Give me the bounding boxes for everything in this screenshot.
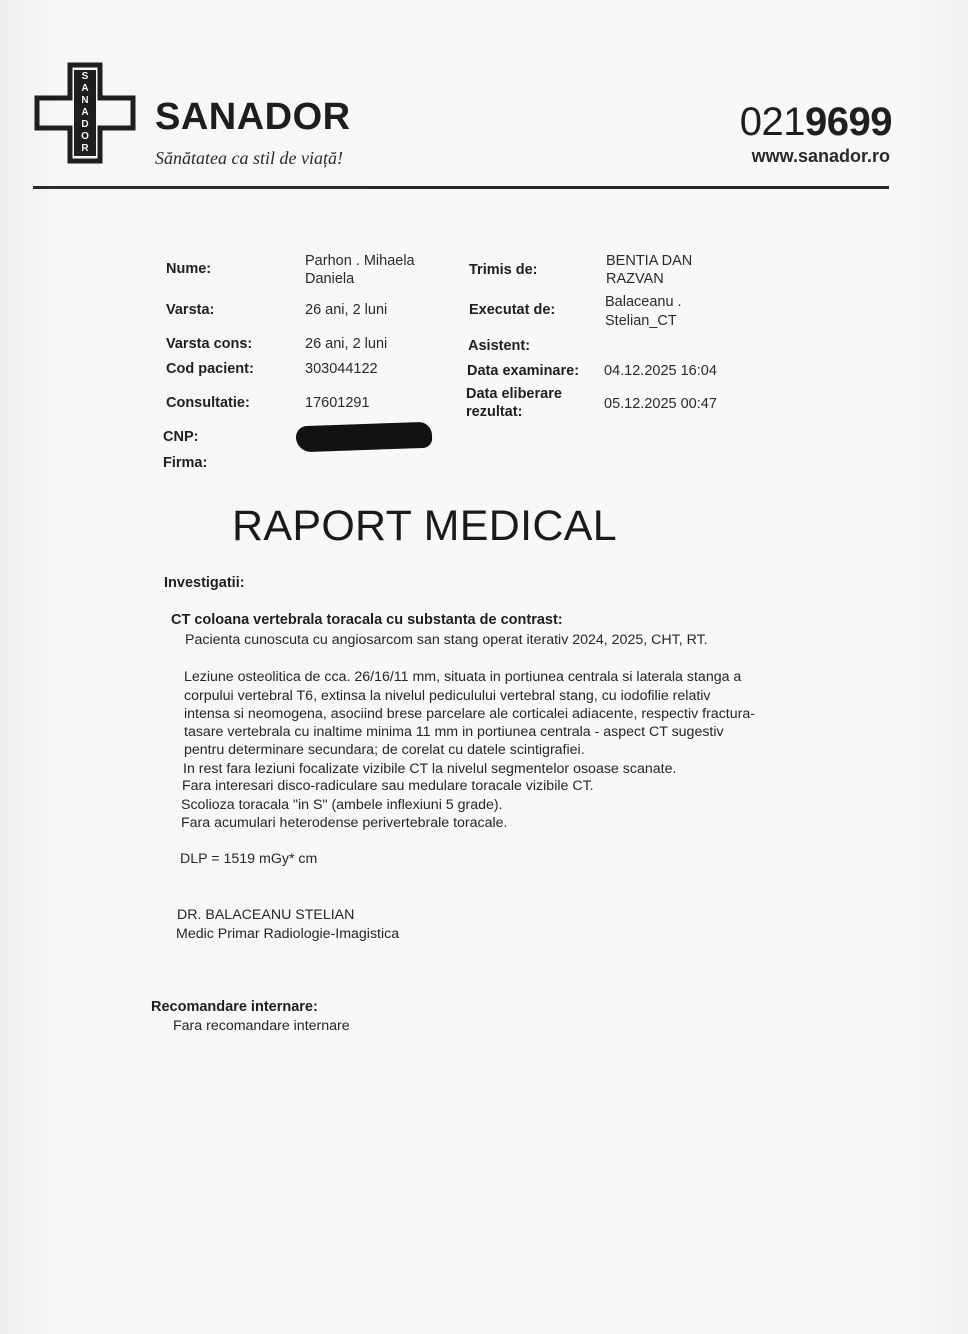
varsta-cons-value: 26 ani, 2 luni [305,336,388,352]
recomandare-value: Fara recomandare internare [173,1018,350,1034]
svg-text:N: N [81,95,89,106]
sanador-cross-logo-icon [34,62,136,164]
data-eliberare-label-line1: Data eliberare [466,386,562,402]
finding-line: Fara acumulari heterodense perivertebrale toracale. [181,815,508,831]
investigatii-label: Investigatii: [164,575,245,591]
varsta-value: 26 ani, 2 luni [305,302,388,318]
data-examinare-value: 04.12.2025 16:04 [604,363,717,379]
finding-line: Fara interesari disco-radiculare sau medulare toracale vizibile CT. [182,778,594,794]
svg-text:S: S [81,71,89,82]
phone-number: 0219699 [739,100,892,144]
nume-label: Nume: [166,261,212,277]
data-eliberare-label-line2: rezultat: [466,404,523,420]
finding-line: pentru determinare secundara; de corelat cu datele scintigrafiei. [184,742,585,758]
svg-text:R: R [81,143,89,154]
brand-tagline: Sănătatea ca stil de viață! [155,148,343,168]
finding-line: corpului vertebral T6, extinsa la nivelul pediculului vertebral stang, cu iodofilie relativ [184,688,711,704]
finding-line: In rest fara leziuni focalizate vizibile CT la nivelul segmentelor osoase scanate. [183,761,677,777]
varsta-label: Varsta: [166,302,215,318]
executat-value-line2: Stelian_CT [605,313,677,329]
consultatie-label: Consultatie: [166,395,250,411]
consultatie-value: 17601291 [305,395,370,411]
finding-line: Leziune osteolitica de cca. 26/16/11 mm, situata in portiunea centrala si laterala stanga a [184,669,742,685]
header-divider [33,186,889,189]
brand-name: SANADOR [155,96,351,138]
trimis-label: Trimis de: [469,262,538,278]
trimis-value-line1: BENTIA DAN [606,253,693,269]
finding-line: Scolioza toracala "in S" (ambele inflexiuni 5 grade). [181,797,503,813]
cod-pacient-label: Cod pacient: [166,361,254,377]
executat-value-line1: Balaceanu . [605,294,682,310]
asistent-label: Asistent: [468,338,531,354]
cnp-label: CNP: [163,429,199,445]
doctor-name: DR. BALACEANU STELIAN [177,907,355,923]
cod-pacient-value: 303044122 [305,361,378,377]
finding-line: tasare vertebrala cu inaltime minima 11 mm in portiunea centrala - aspect CT sugestiv [184,724,724,740]
doctor-title: Medic Primar Radiologie-Imagistica [176,926,400,942]
website-url: www.sanador.ro [751,146,890,166]
executat-label: Executat de: [469,302,556,318]
nume-value-line2: Daniela [305,271,355,287]
trimis-value-line2: RAZVAN [606,271,664,287]
svg-text:O: O [81,131,89,142]
exam-title: CT coloana vertebrala toracala cu substanta de contrast: [171,612,563,628]
data-eliberare-value: 05.12.2025 00:47 [604,396,717,412]
report-title: RAPORT MEDICAL [232,502,617,550]
svg-text:A: A [81,107,89,118]
varsta-cons-label: Varsta cons: [166,336,253,352]
cnp-redaction-mark [296,422,433,453]
data-examinare-label: Data examinare: [467,363,580,379]
svg-text:A: A [81,83,89,94]
finding-line: intensa si neomogena, asociind brese parcelare ale corticalei adiacente, respectiv fractura- [184,706,755,722]
dlp-value: DLP = 1519 mGy* cm [180,851,318,867]
svg-text:D: D [81,119,89,130]
firma-label: Firma: [163,455,208,471]
nume-value-line1: Parhon . Mihaela [305,253,415,269]
recomandare-label: Recomandare internare: [151,999,318,1015]
patient-history: Pacienta cunoscuta cu angiosarcom san stang operat iterativ 2024, 2025, CHT, RT. [185,632,708,648]
